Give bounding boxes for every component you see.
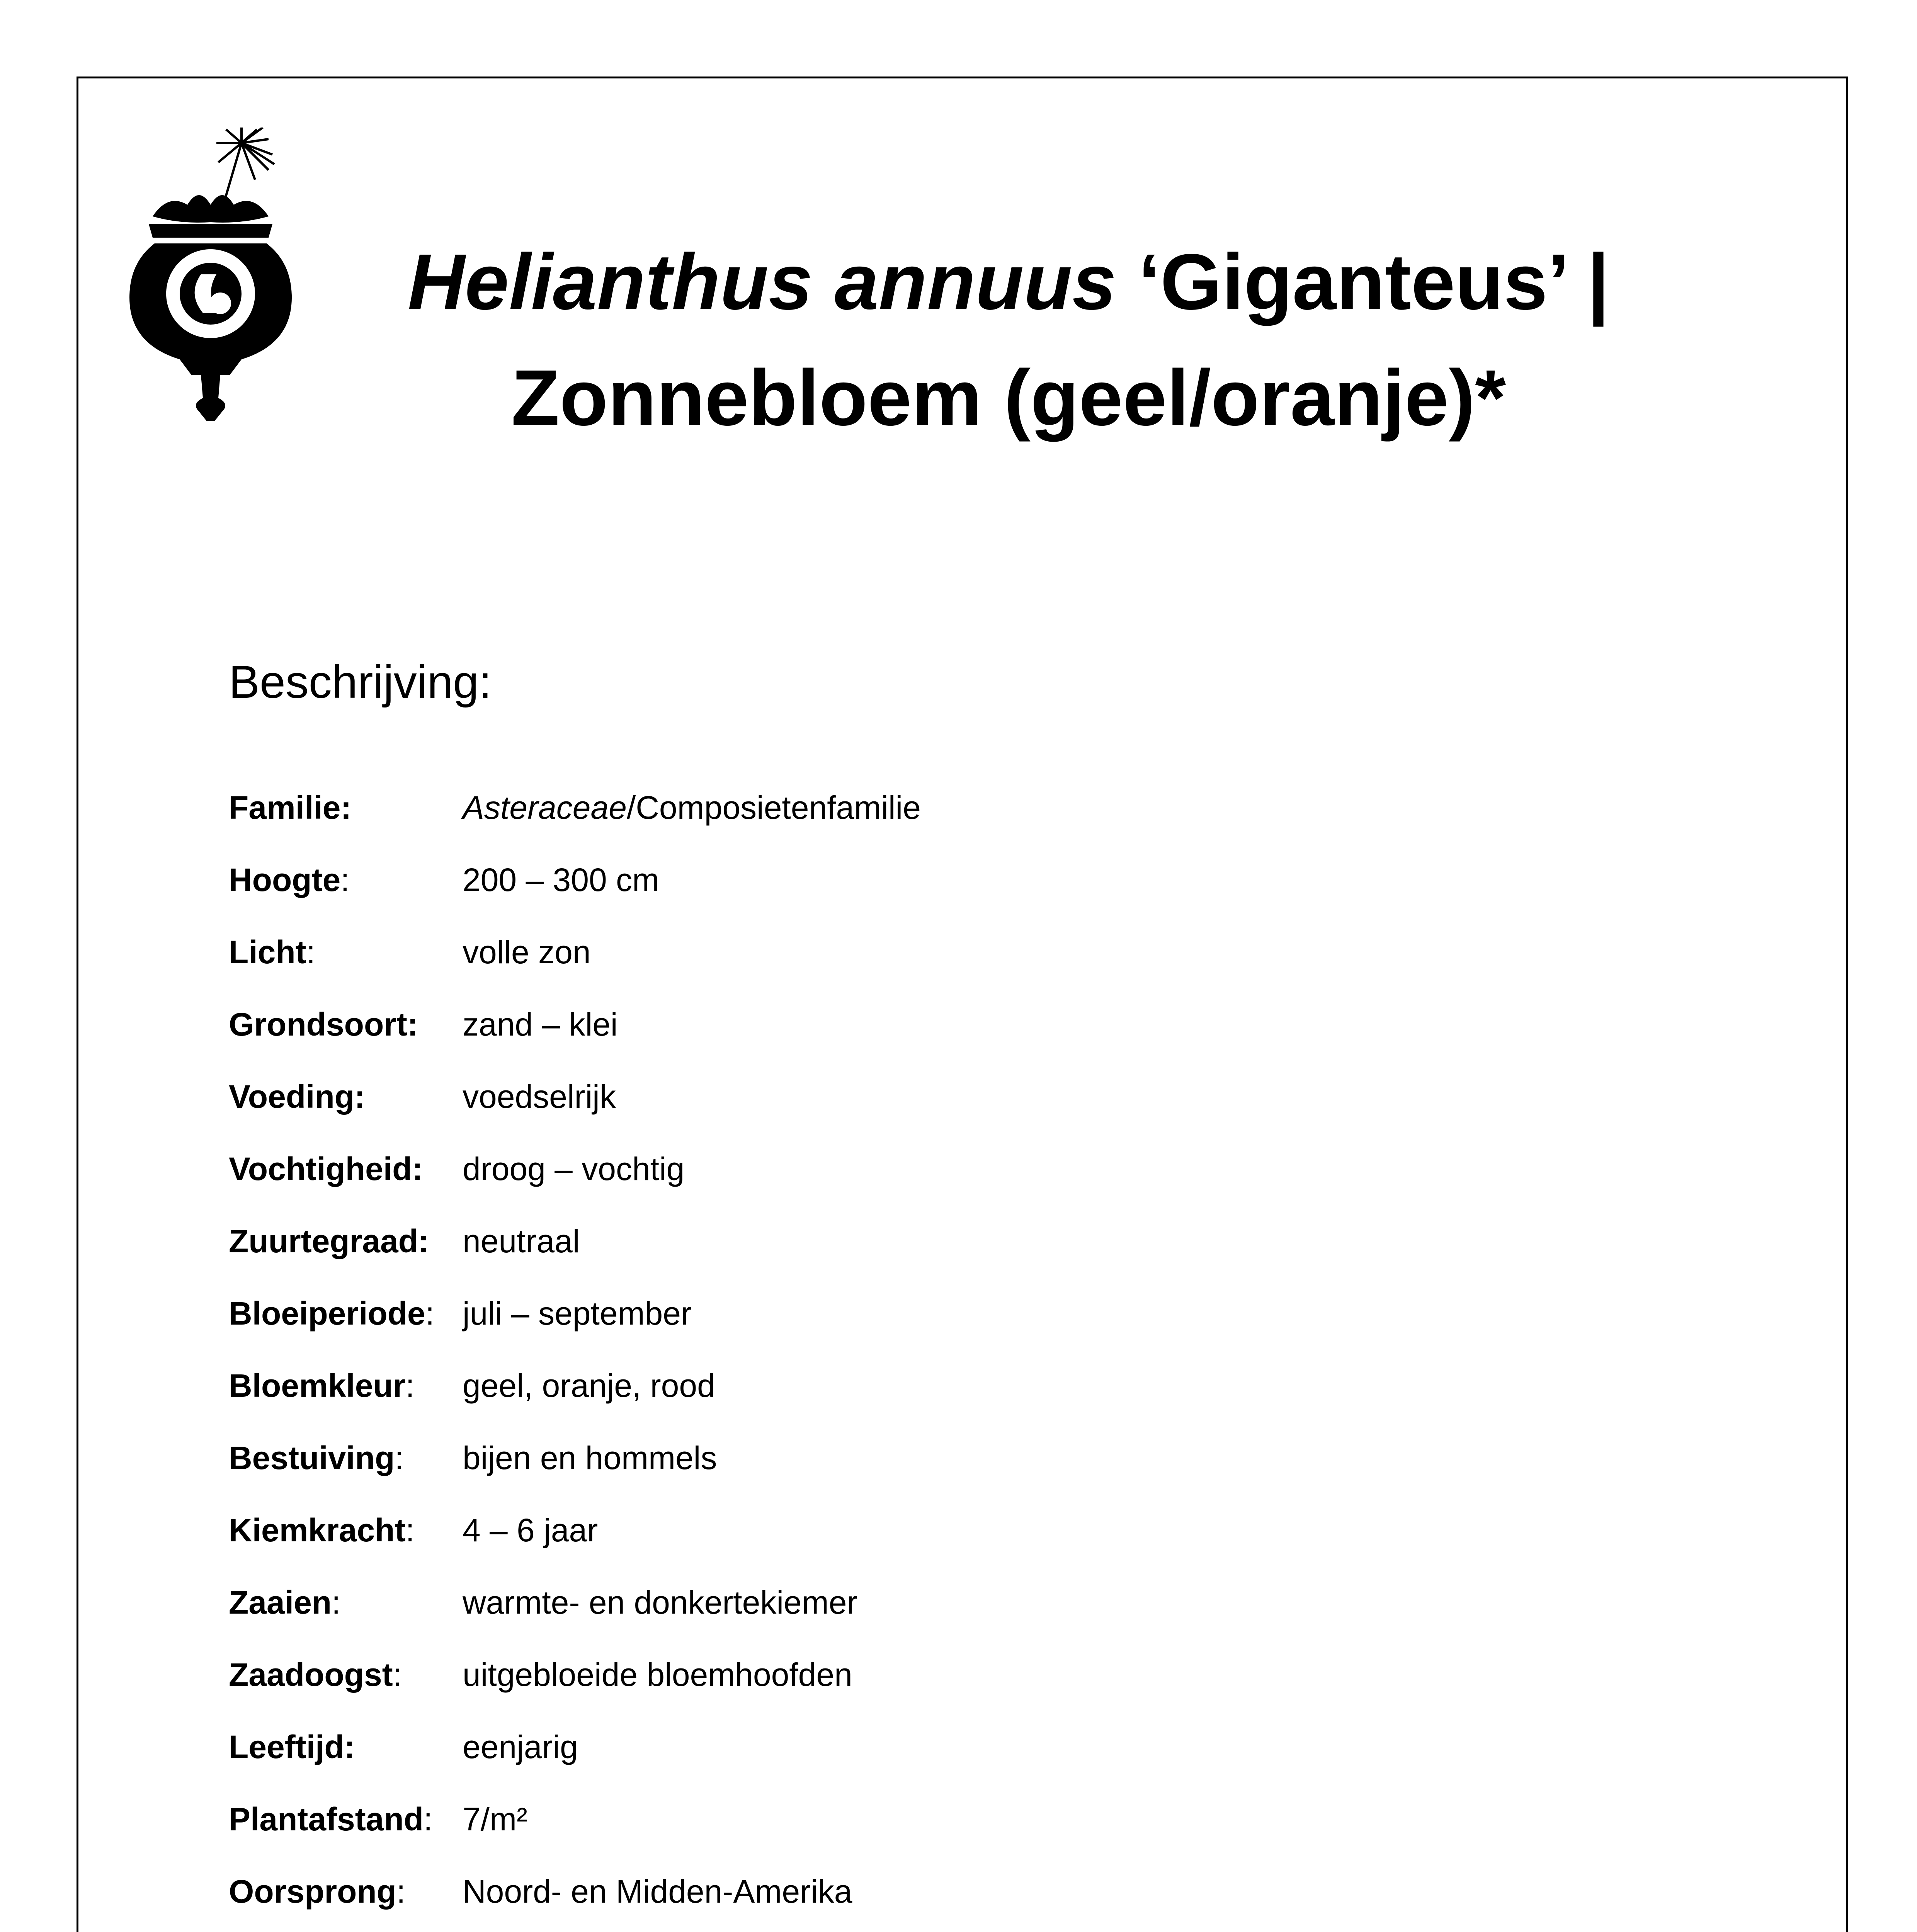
property-value-text: voedselrijk (463, 1078, 616, 1115)
property-value-text: Noord- en Midden-Amerika (463, 1873, 852, 1910)
property-label (229, 929, 315, 975)
property-value-text: 4 – 6 jaar (463, 1512, 598, 1548)
property-value (463, 1435, 1917, 1481)
document-title (317, 224, 1700, 456)
section-heading (229, 653, 492, 711)
property-label (229, 1218, 429, 1264)
property-label-suffix: : (393, 1656, 402, 1693)
property-label-suffix: : (405, 1512, 415, 1548)
property-label-text: Zuurtegraad: (229, 1223, 429, 1259)
property-label (229, 1651, 402, 1698)
property-label-text: Familie: (229, 789, 352, 826)
property-label-text: Leeftijd: (229, 1729, 355, 1765)
property-value (463, 1507, 1917, 1553)
property-value (463, 1579, 1917, 1626)
property-value-text: volle zon (463, 934, 591, 970)
property-value (463, 1651, 1917, 1698)
property-value-text: neutraal (463, 1223, 580, 1259)
property-value-text: geel, oranje, rood (463, 1367, 715, 1404)
property-label-text: Licht (229, 934, 306, 970)
title-common-name: Zonnebloem (geel/oranje)* (511, 354, 1506, 442)
property-label (229, 1507, 415, 1553)
property-value-text: eenjarig (463, 1729, 578, 1765)
property-label-text: Oorsprong (229, 1873, 396, 1910)
property-label-text: Grondsoort: (229, 1006, 418, 1043)
property-label (229, 857, 350, 903)
section-heading-colon: : (478, 656, 492, 708)
property-label-text: Bestuiving (229, 1440, 395, 1476)
property-value (463, 1868, 1917, 1915)
section-heading-text: Beschrijving (229, 656, 479, 708)
property-label-text: Kiemkracht (229, 1512, 406, 1548)
property-label (229, 1146, 423, 1192)
property-value (463, 1073, 1917, 1120)
property-value-text: uitgebloeide bloemhoofden (463, 1656, 852, 1693)
property-label (229, 1073, 365, 1120)
property-label-suffix: : (425, 1295, 435, 1332)
property-value (463, 1146, 1917, 1192)
property-label-suffix: : (396, 1873, 406, 1910)
property-label-suffix: : (340, 862, 350, 898)
property-value (463, 1290, 1917, 1337)
property-label-text: Voeding: (229, 1078, 366, 1115)
property-label (229, 1796, 432, 1842)
property-value (463, 1724, 1917, 1770)
property-value-text: 200 – 300 cm (463, 862, 660, 898)
property-label-text: Zaadoogst (229, 1656, 393, 1693)
property-value (463, 1001, 1917, 1048)
property-label-text: Hoogte (229, 862, 341, 898)
property-label-text: Bloeiperiode (229, 1295, 425, 1332)
property-label (229, 1868, 405, 1915)
property-label-suffix: : (306, 934, 315, 970)
property-label-suffix: : (424, 1801, 433, 1837)
property-label-text: Vochtigheid: (229, 1151, 423, 1187)
property-label (229, 1290, 434, 1337)
title-cultivar: ‘Giganteus’ | (1116, 238, 1610, 326)
property-value (463, 1796, 1917, 1842)
property-label (229, 1724, 355, 1770)
property-value-text: warmte- en donkertekiemer (463, 1584, 858, 1621)
property-label-text: Zaaien (229, 1584, 332, 1621)
property-value-italic: Asteraceae (463, 789, 627, 826)
title-scientific-name: Helianthus annuus (407, 238, 1116, 326)
property-value (463, 1362, 1917, 1409)
property-value-text: juli – september (463, 1295, 692, 1332)
poppy-seedpod-logo-icon (126, 128, 296, 421)
property-label (229, 1435, 404, 1481)
property-value (463, 1218, 1917, 1264)
property-label (229, 1362, 415, 1409)
property-value-text: 7/m² (463, 1801, 527, 1837)
property-label (229, 1579, 340, 1626)
property-value (463, 929, 1917, 975)
property-label-suffix: : (332, 1584, 341, 1621)
property-label-suffix: : (395, 1440, 404, 1476)
property-label (229, 784, 351, 831)
property-value-text: droog – vochtig (463, 1151, 685, 1187)
property-value-text: zand – klei (463, 1006, 618, 1043)
property-value (463, 784, 1917, 831)
property-label-suffix: : (405, 1367, 415, 1404)
property-value-text: bijen en hommels (463, 1440, 717, 1476)
property-label (229, 1001, 418, 1048)
property-value-text: /Composietenfamilie (626, 789, 921, 826)
property-label-text: Bloemkleur (229, 1367, 406, 1404)
property-label-text: Plantafstand (229, 1801, 424, 1837)
property-value (463, 857, 1917, 903)
